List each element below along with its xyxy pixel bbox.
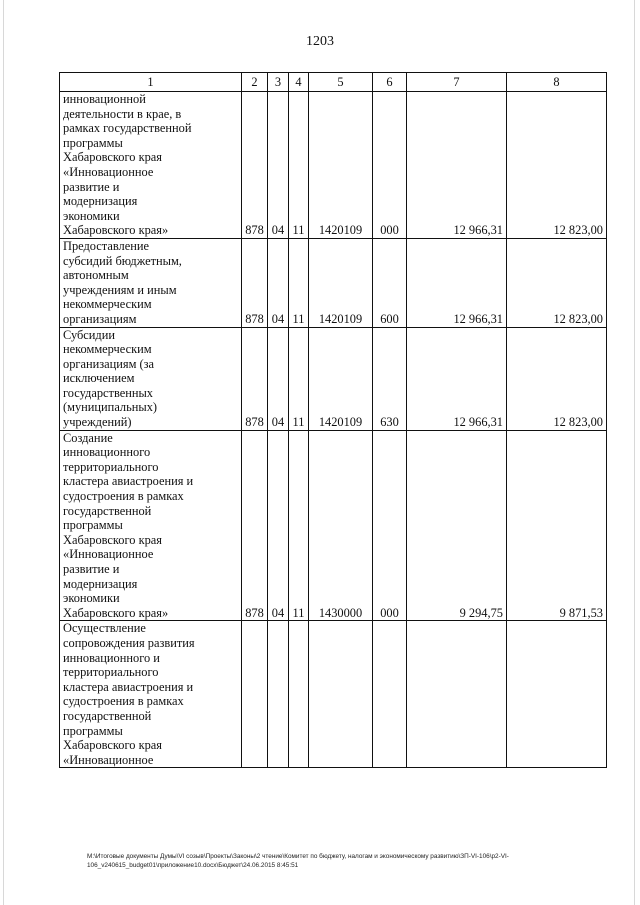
cell-expense-type: 600 [373,238,407,327]
column-header: 5 [309,73,373,92]
table-row [60,621,607,768]
row-name: инновационной деятельности в крае, в рамках государственной программы Хабаровского края «Инновационное развитие и модернизация экономики Хабаровского края» [60,92,242,239]
cell-subsection: 11 [289,327,309,430]
table-header-row [60,73,607,92]
cell-subsection [289,621,309,768]
column-header: 2 [242,73,268,92]
table-row [60,327,607,430]
cell-amount-year2: 12 823,00 [507,92,607,239]
cell-section [268,621,289,768]
cell-subsection: 11 [289,238,309,327]
page-number: 1203 [306,34,334,49]
cell-subsection: 11 [289,430,309,621]
column-header: 3 [268,73,289,92]
cell-amount-year1: 12 966,31 [407,92,507,239]
cell-section: 04 [268,327,289,430]
cell-target-article [309,621,373,768]
cell-amount-year1: 12 966,31 [407,238,507,327]
scan-edge-right [634,0,635,905]
cell-amount-year1: 9 294,75 [407,430,507,621]
column-header: 6 [373,73,407,92]
row-name: Осуществление сопровождения развития инновационного и территориального кластера авиастроения и судостроения в рамках государственной программы Хабаровского края «Инновационное [60,621,242,768]
cell-ministry: 878 [242,238,268,327]
cell-amount-year2: 9 871,53 [507,430,607,621]
cell-ministry: 878 [242,327,268,430]
cell-amount-year2: 12 823,00 [507,327,607,430]
cell-target-article: 1420109 [309,92,373,239]
cell-amount-year1 [407,621,507,768]
row-name: Создание инновационного территориального кластера авиастроения и судостроения в рамках государственной программы Хабаровского края «Инновационное развитие и модернизация экономики Хабаровского края» [60,430,242,621]
budget-table [59,72,607,768]
table-row [60,430,607,621]
footer-path-line: 106_v240615_budget01\приложение10.docx\Бюджет\24.06.2015 8:45:51 [87,862,299,869]
cell-subsection: 11 [289,92,309,239]
row-name: Субсидии некоммерческим организациям (за исключением государственных (муниципальных) учреждений) [60,327,242,430]
cell-ministry [242,621,268,768]
table-row [60,92,607,239]
cell-target-article: 1430000 [309,430,373,621]
cell-target-article: 1420109 [309,238,373,327]
cell-section: 04 [268,238,289,327]
cell-amount-year2 [507,621,607,768]
column-header: 8 [507,73,607,92]
row-name: Предоставление субсидий бюджетным, автономным учреждениям и иным некоммерческим организациям [60,238,242,327]
cell-expense-type [373,621,407,768]
column-header: 4 [289,73,309,92]
file-path-footer [87,852,607,870]
cell-expense-type: 000 [373,430,407,621]
column-header: 7 [407,73,507,92]
cell-expense-type: 630 [373,327,407,430]
cell-section: 04 [268,430,289,621]
cell-ministry: 878 [242,92,268,239]
footer-path-line: M:\Итоговые документы Думы\VI созыв\Проекты\Законы\2 чтение\Комитет по бюджету, налогам и экономическому развитию\ЗП-VI-106\р2-VI- [87,853,509,860]
cell-ministry: 878 [242,430,268,621]
cell-amount-year2: 12 823,00 [507,238,607,327]
cell-target-article: 1420109 [309,327,373,430]
cell-amount-year1: 12 966,31 [407,327,507,430]
table-row [60,238,607,327]
cell-section: 04 [268,92,289,239]
column-header: 1 [60,73,242,92]
scan-edge-left [3,0,4,905]
cell-expense-type: 000 [373,92,407,239]
